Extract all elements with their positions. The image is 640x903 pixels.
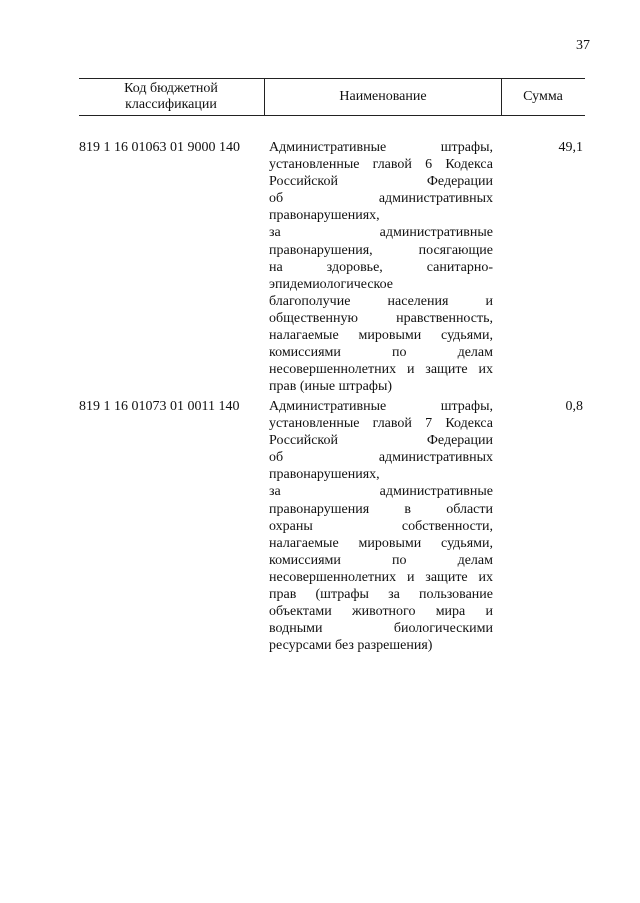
row-name-line: за административные <box>269 484 493 500</box>
row-sum: 49,1 <box>558 140 583 155</box>
row-name-line: установленные главой 7 Кодекса <box>269 416 493 432</box>
row-name-line: правонарушения в области <box>269 501 493 517</box>
header-budget-code <box>79 79 263 115</box>
row-name-line: комиссиями по делам <box>269 345 493 361</box>
row-name-line: комиссиями по делам <box>269 552 493 568</box>
row-name-line: прав (штрафы за пользование <box>269 587 493 603</box>
row-name-line: общественную нравственность, <box>269 310 493 326</box>
row-name-line: объектами животного мира и <box>269 604 493 620</box>
page-number: 37 <box>576 38 590 53</box>
row-budget-code: 819 1 16 01063 01 9000 140 <box>79 140 240 155</box>
row-name-line: правонарушениях, <box>269 467 380 483</box>
row-name-line: об административных <box>269 191 493 207</box>
row-name <box>269 398 493 654</box>
row-name-line: Российской Федерации <box>269 433 493 449</box>
row-name-line: прав (иные штрафы) <box>269 379 393 395</box>
header-budget-code-line-2: классификации <box>125 97 217 112</box>
row-name <box>269 139 493 395</box>
header-name: Наименование <box>264 79 502 115</box>
row-name-line: установленные главой 6 Кодекса <box>269 157 493 173</box>
row-name-line: Российской Федерации <box>269 174 493 190</box>
row-name-line: на здоровье, санитарно- <box>269 259 493 275</box>
row-sum: 0,8 <box>565 399 583 414</box>
row-name-line: правонарушения, посягающие <box>269 242 493 258</box>
row-name-line: Административные штрафы, <box>269 140 493 155</box>
row-name-line: Административные штрафы, <box>269 399 493 414</box>
row-name-line: несовершеннолетних и защите их <box>269 569 493 585</box>
row-name-line: правонарушениях, <box>269 208 380 224</box>
row-name-line: охраны собственности, <box>269 518 493 534</box>
row-name-line: водными биологическими <box>269 621 493 637</box>
row-name-line: благополучие населения и <box>269 293 493 309</box>
row-name-line: ресурсами без разрешения) <box>269 638 433 654</box>
header-budget-code-line-1: Код бюджетной <box>124 81 218 96</box>
row-name-line: об административных <box>269 450 493 466</box>
row-name-line: несовершеннолетних и защите их <box>269 362 493 378</box>
row-budget-code: 819 1 16 01073 01 0011 140 <box>79 399 240 414</box>
row-name-line: за административные <box>269 225 493 241</box>
row-name-line: налагаемые мировыми судьями, <box>269 535 493 551</box>
header-sum: Сумма <box>523 89 563 104</box>
table-header <box>79 78 585 116</box>
row-name-line: налагаемые мировыми судьями, <box>269 328 493 344</box>
row-name-line: эпидемиологическое <box>269 276 394 292</box>
